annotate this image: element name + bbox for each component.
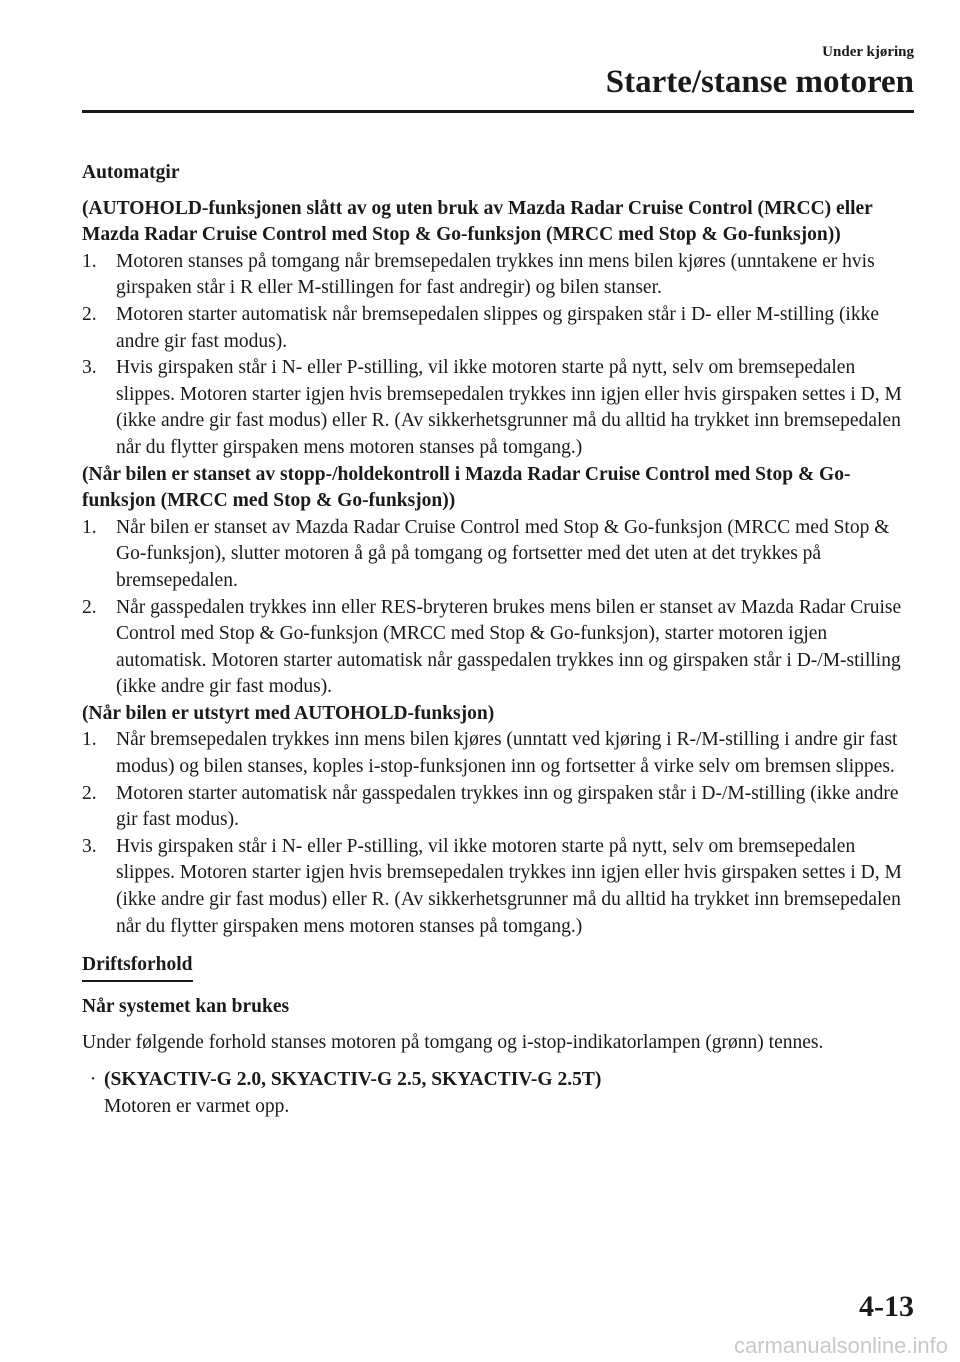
item-text: Hvis girspaken står i N- eller P-stilling, vil ikke motoren starte på nytt, selv om bremsepedalen slippes. Motoren starter igjen hvis bremsepedalen trykkes inn igjen eller hvis girspaken settes i D, M (ikke andre gir fast modus) eller R. (Av sikkerhetsgrunner må du alltid ha trykket inn bremsepedalen når du flytter girspaken mens motoren stanses på tomgang.) [116, 357, 902, 458]
operating-intro: Under følgende forhold stanses motoren på tomgang og i-stop-indikatorlampen (grønn) tennes. [82, 1032, 824, 1054]
item-text: Motoren starter automatisk når gasspedalen trykkes inn og girspaken står i D-/M-stilling (ikke andre gir fast modus). [116, 782, 899, 831]
page-title: Starte/stanse motoren [605, 64, 914, 100]
operating-subheading: Når systemet kan brukes [82, 995, 290, 1017]
section1-heading: (AUTOHOLD-funksjonen slått av og uten bruk av Mazda Radar Cruise Control (MRCC) eller Mazda Radar Cruise Control med Stop & Go-funksjon (MRCC med Stop & Go-funksjon)) [82, 197, 873, 246]
list-item [82, 302, 914, 355]
section2-list [82, 515, 914, 701]
header-divider [82, 110, 914, 113]
list-item [82, 515, 914, 595]
item-number: 1. [82, 516, 97, 538]
chapter-label: Under kjøring [822, 44, 914, 60]
list-item [82, 781, 914, 834]
list-item [82, 249, 914, 302]
section1-list [82, 249, 914, 462]
item-number: 1. [82, 729, 97, 751]
item-number: 3. [82, 357, 97, 379]
bullet-dot: · [89, 1069, 97, 1090]
page-number: 4-13 [859, 1290, 914, 1323]
list-item [82, 355, 914, 461]
list-item [82, 834, 914, 940]
condition-bullet [82, 1067, 914, 1120]
list-item [82, 727, 914, 780]
page-content [82, 160, 914, 1120]
automatic-heading: Automatgir [82, 162, 180, 183]
section3-heading: (Når bilen er utstyrt med AUTOHOLD-funksjon) [82, 702, 495, 724]
item-number: 1. [82, 250, 97, 272]
item-text: Når bremsepedalen trykkes inn mens bilen kjøres (unntatt ved kjøring i R-/M-stilling i andre gir fast modus) og bilen stanses, koples i-stop-funksjonen inn og fortsetter å virke selv om bremsen slippes. [116, 729, 898, 778]
item-text: Hvis girspaken står i N- eller P-stilling, vil ikke motoren starte på nytt, selv om bremsepedalen slippes. Motoren starter igjen hvis bremsepedalen trykkes inn igjen eller hvis girspaken settes i D, M (ikke andre gir fast modus) eller R. (Av sikkerhetsgrunner må du alltid ha trykket inn bremsepedalen når du flytter girspaken mens motoren stanses på tomgang.) [116, 835, 902, 937]
item-number: 2. [82, 596, 97, 618]
item-text: Motoren starter automatisk når bremsepedalen slippes og girspaken står i D- eller M-stilling (ikke andre gir fast modus). [116, 303, 880, 352]
section3-list [82, 727, 914, 940]
item-text: Motoren stanses på tomgang når bremsepedalen trykkes inn mens bilen kjøres (unntakene er hvis girspaken står i R eller M-stillingen for fast andregir) og bilen stanser. [116, 250, 875, 299]
item-number: 2. [82, 782, 97, 804]
bullet-text: Motoren er varmet opp. [104, 1095, 290, 1117]
item-number: 3. [82, 835, 97, 857]
operating-heading: Driftsforhold [82, 952, 193, 982]
item-text: Når gasspedalen trykkes inn eller RES-bryteren brukes mens bilen er stanset av Mazda Radar Cruise Control med Stop & Go-funksjon (MRCC med Stop & Go-funksjon), starter motoren igjen automatisk. Motoren starter automatisk når gasspedalen trykkes inn og girspaken står i D-/M-stilling (ikke andre gir fast modus). [116, 596, 902, 698]
section2-heading: (Når bilen er stanset av stopp-/holdekontroll i Mazda Radar Cruise Control med Stop & Go-funksjon (MRCC med Stop & Go-funksjon)) [82, 463, 851, 512]
item-text: Når bilen er stanset av Mazda Radar Cruise Control med Stop & Go-funksjon (MRCC med Stop & Go-funksjon), slutter motoren å gå på tomgang og fortsetter med det uten at det trykkes på bremsepedalen. [116, 516, 890, 591]
bullet-title: (SKYACTIV-G 2.0, SKYACTIV-G 2.5, SKYACTIV-G 2.5T) [104, 1069, 602, 1090]
list-item [82, 595, 914, 701]
item-number: 2. [82, 303, 97, 325]
watermark: carmanualsonline.info [733, 1333, 948, 1358]
